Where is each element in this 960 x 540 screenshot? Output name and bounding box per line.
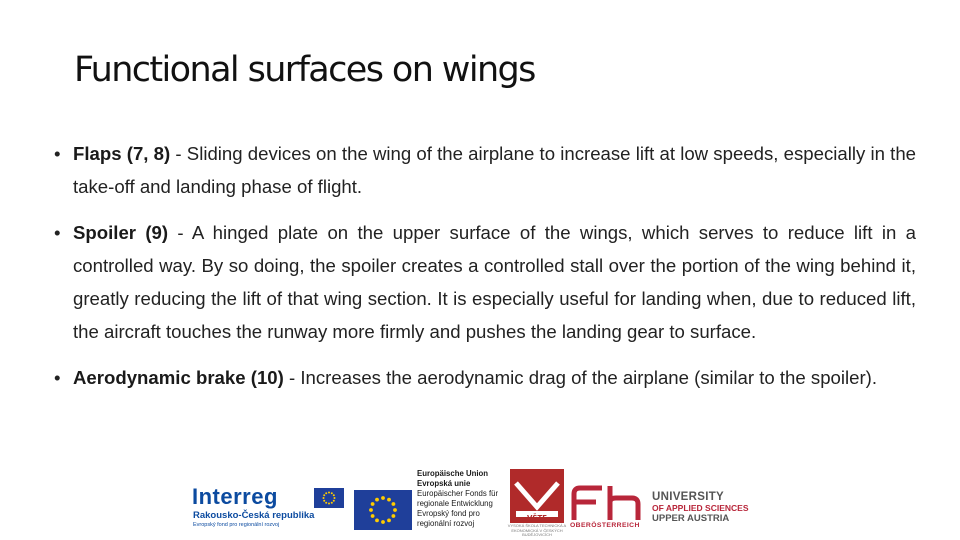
vste-logo-icon — [510, 469, 564, 523]
eu-flag-small-icon — [314, 488, 344, 508]
eu-text-line: Europäischer Fonds für — [417, 489, 499, 498]
interreg-fund: Evropský fond pro regionální rozvoj — [193, 522, 280, 528]
bullet-aerodynamic-brake — [52, 361, 916, 394]
partner-logos — [190, 466, 750, 536]
bullet-text: - Increases the aerodynamic drag of the airplane (similar to the spoiler). — [283, 367, 878, 388]
bullet-spoiler — [52, 216, 916, 348]
fh-logo-icon — [568, 484, 648, 522]
eu-text-line: Europäische Union — [417, 469, 489, 478]
interreg-wordmark: Interreg — [192, 484, 278, 509]
eu-flag-icon — [354, 490, 412, 530]
bullet-term: Aerodynamic brake (10) — [73, 367, 284, 388]
uas-line-upper-austria: UPPER AUSTRIA — [652, 513, 730, 524]
slide-title: Functional surfaces on wings — [74, 50, 535, 90]
svg-text:VŠTE: VŠTE — [526, 514, 548, 522]
eu-text-line: regionální rozvoj — [417, 519, 475, 528]
eu-fund-text — [417, 469, 513, 529]
fh-oberosterreich: OBERÖSTERREICH — [570, 522, 640, 529]
bullet-term: Flaps (7, 8) — [73, 143, 171, 164]
bullet-text: - Sliding devices on the wing of the airplane to increase lift at low speeds, especially in the take-off and landing phase of flight. — [73, 143, 916, 197]
vste-caption: VYSOKÁ ŠKOLA TECHNICKÁ A EKONOMICKÁ V ČESKÝCH BUDĚJOVICÍCH — [507, 523, 567, 537]
interreg-program: Rakousko-Česká republika — [193, 510, 315, 521]
uas-line-university: UNIVERSITY — [652, 491, 725, 503]
bullet-list — [52, 137, 916, 407]
bullet-text: - A hinged plate on the upper surface of the wings, which serves to reduce lift in a controlled way. By so doing, the spoiler creates a controlled stall over the portion of the wing behind it, greatly reducing the lift of that wing section. It is especially useful for landing when, due to reduced lift, the aircraft touches the runway more firmly and pushes the landing gear to surface. — [73, 222, 916, 342]
eu-text-line: Evropská unie — [417, 479, 471, 488]
bullet-term: Spoiler (9) — [73, 222, 169, 243]
eu-text-line: Evropský fond pro — [417, 509, 480, 518]
eu-text-line: regionale Entwicklung — [417, 499, 493, 508]
uas-wordmark — [652, 492, 749, 524]
uas-line-applied-sciences: OF APPLIED SCIENCES — [652, 503, 749, 513]
bullet-flaps — [52, 137, 916, 203]
